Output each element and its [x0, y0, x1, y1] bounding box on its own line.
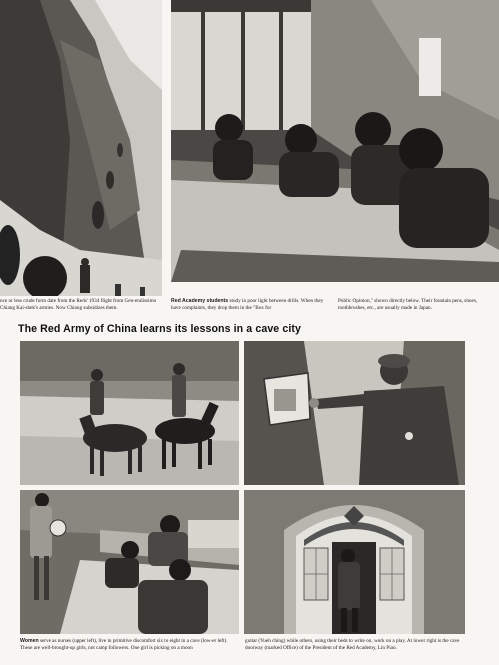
cliff-caves-photo	[0, 0, 162, 296]
caption-top-left-text: nce or less crude form date from the Reds' 1934 flight from Gen-eralissimo Chiang Kai-shek's armies. Now Chiang subsidizes them.	[0, 298, 157, 311]
caption-bottom-col1	[20, 638, 240, 651]
caption-top-right-col2-text: Public Opinion," shown directly below. Their fountain pens, shoes, toothbrushes, etc., are usually made in Japan.	[338, 298, 478, 311]
caption-top-left	[0, 298, 160, 311]
cave-women-photo	[20, 490, 239, 634]
caption-top-right-lead: Red Academy students	[171, 298, 229, 304]
caption-bottom-col2-text: guitar (Yueh ching) while others, using their beds to write on, work on a play. At lower right is the cave doorway (marked Office) of the President of the Red Academy, Lin Piao.	[245, 638, 460, 651]
opinion-box-photo	[244, 341, 465, 485]
students-studying-photo	[171, 0, 499, 282]
caption-top-right-col1-text: study in poor light between drills. When they have complaints, they drop them in the "Box for	[171, 298, 324, 311]
nurses-horseback-photo	[20, 341, 239, 485]
caption-top-right-col1	[171, 298, 331, 311]
cave-doorway-photo	[244, 490, 465, 634]
caption-bottom-col2	[245, 638, 465, 651]
section-headline: The Red Army of China learns its lessons in a cave city	[18, 323, 301, 335]
caption-top-right-col2	[338, 298, 496, 311]
caption-bottom-col1-text: serve as nurses (upper left), live in primitive discomfort six to eight in a cave (low-er left). These are well-brought-up girls, not camp followers. One girl is picking on a moon	[20, 638, 228, 651]
caption-bottom-lead: Women	[20, 638, 39, 644]
